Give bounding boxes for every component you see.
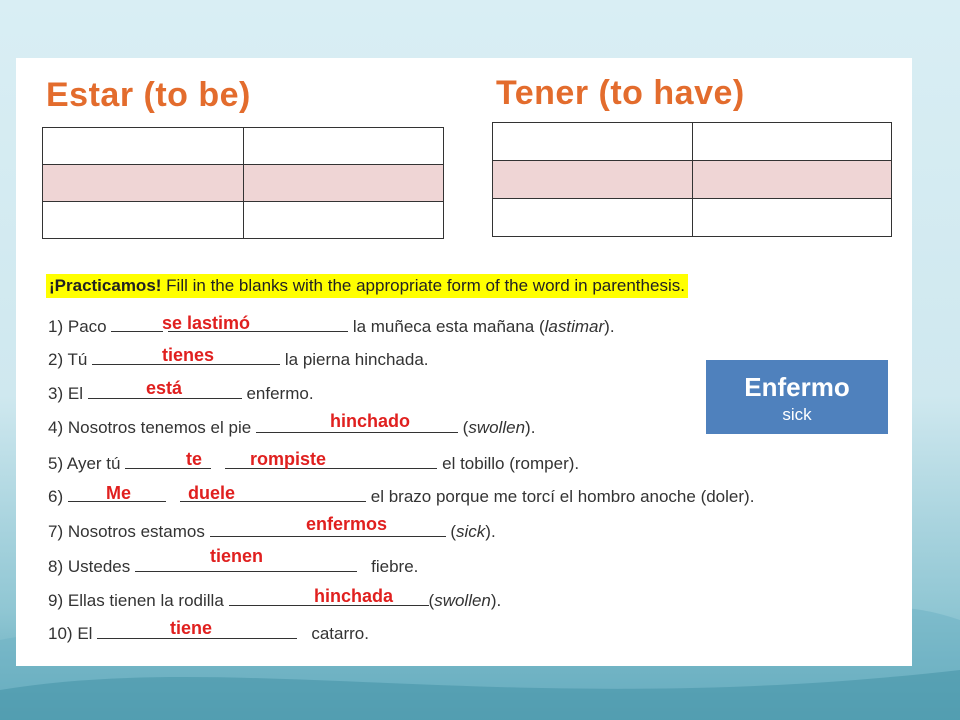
sentence-number: 1) <box>48 317 64 336</box>
sentence-text: Nosotros estamos <box>67 522 205 541</box>
sentence-9 <box>48 588 501 612</box>
sentence-text: el tobillo (romper). <box>442 454 580 473</box>
vocab-word: Enfermo <box>744 372 850 402</box>
sentence-text: catarro. <box>311 624 369 643</box>
sentence-number: 3) <box>48 384 64 403</box>
tener-gloss: (to have) <box>598 74 745 112</box>
sentence-number: 10) <box>48 624 73 643</box>
table-cell <box>692 199 892 237</box>
sentence-hint: swollen <box>468 418 526 437</box>
answer-3: está <box>146 378 183 398</box>
sentence-text: ( <box>450 522 456 541</box>
sentence-7 <box>48 519 496 543</box>
table-cell <box>243 202 444 239</box>
sentence-text: fiebre. <box>371 557 419 576</box>
sentence-6 <box>48 484 754 508</box>
sentence-text: ). <box>604 317 615 336</box>
sentence-text: enfermo. <box>246 384 314 403</box>
table-cell <box>692 161 892 199</box>
answer-4: hinchado <box>330 411 410 431</box>
table-cell <box>493 199 693 237</box>
answer-6b: duele <box>188 483 236 503</box>
sentence-text: el brazo porque me torcí el hombro anoche (doler). <box>370 487 755 506</box>
sentence-text: El <box>77 624 93 643</box>
table-cell <box>243 128 444 165</box>
vocab-card <box>706 360 888 434</box>
worksheet <box>16 58 912 666</box>
sentence-number: 4) <box>48 418 64 437</box>
sentence-hint: sick <box>456 522 486 541</box>
answer-6a: Me <box>106 483 132 503</box>
sentence-text: la muñeca esta mañana ( <box>352 317 545 336</box>
sentence-text: Ustedes <box>67 557 131 576</box>
instructions-text: Fill in the blanks with the appropriate form of the word in parenthesis. <box>166 276 685 295</box>
answer-10: tiene <box>170 618 213 638</box>
vocab-translation: sick <box>782 405 812 424</box>
sentence-number: 7) <box>48 522 64 541</box>
answer-7: enfermos <box>306 514 388 534</box>
sentence-number: 9) <box>48 591 64 610</box>
sentence-text: Paco <box>67 317 107 336</box>
sentence-text: ). <box>490 591 502 610</box>
table-cell <box>43 128 244 165</box>
answer-9: hinchada <box>314 586 394 606</box>
sentence-text: Ayer tú <box>66 454 121 473</box>
estar-word: Estar <box>46 76 134 114</box>
answer-5b: rompiste <box>250 449 327 469</box>
answer-8: tienen <box>210 546 264 566</box>
sentence-text: Tú <box>67 350 88 369</box>
sentence-hint: swollen <box>434 591 491 610</box>
instructions-banner <box>46 274 688 298</box>
tener-conjugation-table <box>492 122 892 237</box>
table-cell <box>692 123 892 161</box>
sentence-number: 2) <box>48 350 64 369</box>
tener-heading <box>496 74 745 113</box>
answer-5a: te <box>186 449 203 469</box>
sentence-hint: lastimar <box>544 317 605 336</box>
sentence-text: Ellas tienen la rodilla <box>67 591 224 610</box>
table-cell <box>493 123 693 161</box>
sentence-number: 6) <box>48 487 64 506</box>
answer-2: tienes <box>162 345 215 365</box>
tener-word: Tener <box>496 74 589 112</box>
sentence-text: ( <box>462 418 469 437</box>
estar-gloss: (to be) <box>143 76 251 114</box>
sentence-number: 5) <box>48 454 64 473</box>
table-cell <box>243 165 444 202</box>
sentence-1 <box>48 314 615 338</box>
blank <box>111 314 163 332</box>
sentence-text: ( <box>428 591 435 610</box>
estar-conjugation-table <box>42 127 444 239</box>
sentence-text: ). <box>525 418 536 437</box>
sentence-text: ). <box>485 522 496 541</box>
sentence-text: El <box>67 384 83 403</box>
table-cell <box>43 165 244 202</box>
table-cell <box>493 161 693 199</box>
estar-heading <box>46 76 251 115</box>
sentence-text: Nosotros tenemos el pie <box>67 418 252 437</box>
sentence-4 <box>48 415 535 439</box>
sentence-2 <box>48 347 429 371</box>
sentence-number: 8) <box>48 557 64 576</box>
sentence-text: la pierna hinchada. <box>284 350 429 369</box>
instructions-lead: ¡Practicamos! <box>49 276 162 295</box>
answer-1: se lastimó <box>162 313 251 333</box>
table-cell <box>43 202 244 239</box>
